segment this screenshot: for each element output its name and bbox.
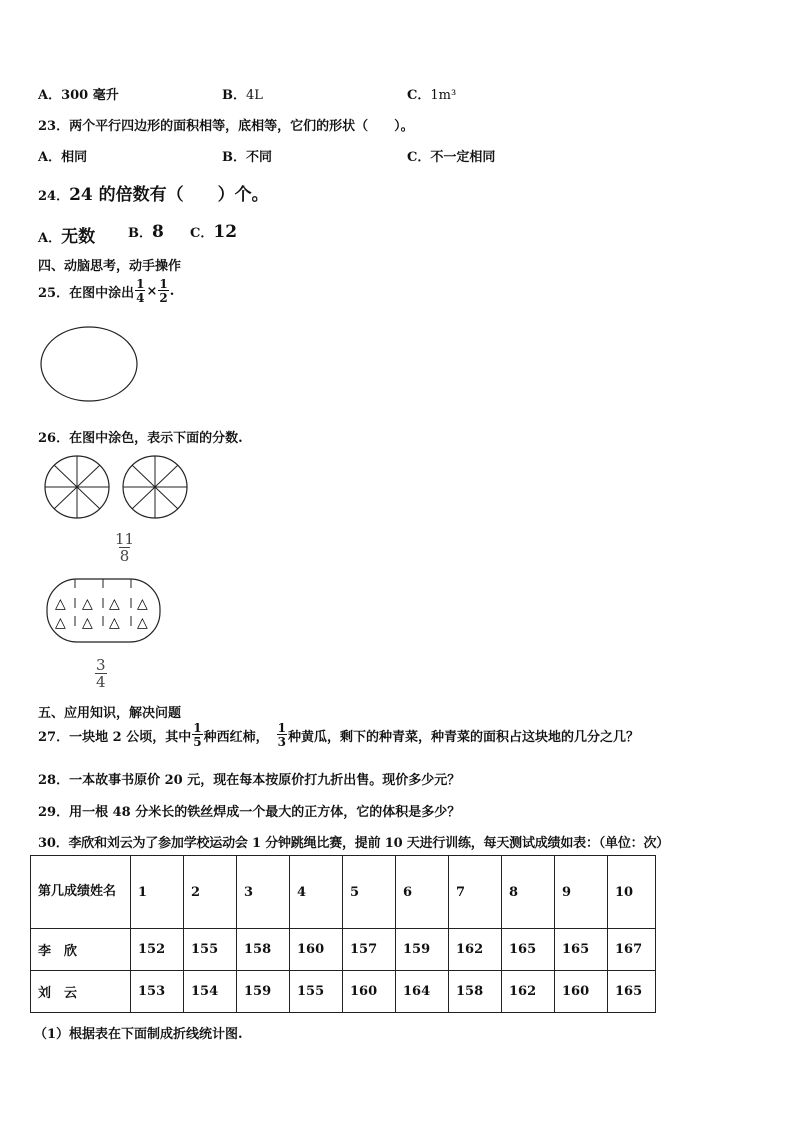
q23-option-a: A．相同 <box>38 150 88 165</box>
triangle-5: △ <box>55 615 66 631</box>
table-value-cell: 160 <box>343 971 396 1013</box>
q27-question: 27． 一块地 2 公顷，其中 $\frac{1}{5}$ 种西红柿， $\frac{1}{3}$ 种黄瓜，剩下的种青菜，种青菜的面积占这块地的几分之几？ <box>38 721 639 749</box>
q26-circle-eighths-1[interactable] <box>44 456 112 520</box>
table-value-cell: 153 <box>131 971 184 1013</box>
q27-fraction-2: $\frac{1}{3}$ <box>277 721 286 749</box>
table-value-cell: 154 <box>184 971 237 1013</box>
q26-circle-eighths-2[interactable] <box>122 456 190 520</box>
q26-fraction-eleven-eighths: $\frac{11}{8}$ <box>115 530 135 565</box>
table-value-cell: 165 <box>555 929 608 971</box>
q24-question: 24．24 的倍数有（ ）个。 <box>38 185 269 205</box>
q25-question: 25． 在图中涂出 $\frac{1}{4}$ × $\frac{1}{2}$ . <box>38 277 175 305</box>
table-value-cell: 158 <box>449 971 502 1013</box>
triangle-2: △ <box>82 596 93 612</box>
q29-question: 29．用一根 48 分米长的铁丝焊成一个最大的正方体，它的体积是多少？ <box>38 805 461 820</box>
table-value-cell: 160 <box>290 929 343 971</box>
table-day-cell: 2 <box>184 856 237 929</box>
table-value-cell: 162 <box>502 971 555 1013</box>
triangle-4: △ <box>137 596 148 612</box>
table-value-cell: 159 <box>237 971 290 1013</box>
q22-option-b: B．4L <box>222 88 263 103</box>
table-value-cell: 162 <box>449 929 502 971</box>
table-day-cell: 1 <box>131 856 184 929</box>
table-value-cell: 164 <box>396 971 449 1013</box>
q30-score-table <box>30 855 656 1013</box>
table-value-cell: 155 <box>184 929 237 971</box>
table-day-cell: 4 <box>290 856 343 929</box>
table-day-cell: 6 <box>396 856 449 929</box>
q23-option-c: C．不一定相同 <box>407 150 496 165</box>
table-value-cell: 159 <box>396 929 449 971</box>
table-header-row <box>31 856 656 929</box>
table-day-cell: 5 <box>343 856 396 929</box>
table-day-cell: 3 <box>237 856 290 929</box>
q24-option-b: B．8 <box>128 222 164 242</box>
table-value-cell: 157 <box>343 929 396 971</box>
q24-option-c: C．12 <box>190 222 238 242</box>
table-row-liuyun <box>31 971 656 1013</box>
q26-rounded-rectangle-triangles[interactable] <box>46 578 162 644</box>
table-row-lixin <box>31 929 656 971</box>
table-name-cell: 刘 云 <box>31 971 131 1013</box>
table-value-cell: 152 <box>131 929 184 971</box>
triangle-6: △ <box>82 615 93 631</box>
q23-option-b: B．不同 <box>222 150 273 165</box>
q22-option-a: A．300 毫升 <box>38 88 119 103</box>
q22-option-c: C．1m³ <box>407 88 457 103</box>
q26-fraction-three-quarters: $\frac{3}{4}$ <box>96 656 106 691</box>
q25-circle[interactable] <box>40 326 138 402</box>
table-value-cell: 158 <box>237 929 290 971</box>
table-header-label: 第几成绩姓名 <box>31 856 131 929</box>
table-value-cell: 165 <box>608 971 656 1013</box>
q25-fraction-1: $\frac{1}{4}$ <box>136 277 145 305</box>
table-day-cell: 8 <box>502 856 555 929</box>
q27-fraction-1: $\frac{1}{5}$ <box>193 721 202 749</box>
q26-question: 26．在图中涂色，表示下面的分数. <box>38 431 243 446</box>
triangle-1: △ <box>55 596 66 612</box>
q30-subquestion-1: （1）根据表在下面制成折线统计图. <box>34 1027 243 1042</box>
q23-question: 23．两个平行四边形的面积相等，底相等，它们的形状（ ）。 <box>38 119 414 134</box>
triangle-7: △ <box>109 615 120 631</box>
table-day-cell: 10 <box>608 856 656 929</box>
triangle-8: △ <box>137 615 148 631</box>
table-day-cell: 7 <box>449 856 502 929</box>
table-value-cell: 167 <box>608 929 656 971</box>
q25-fraction-2: $\frac{1}{2}$ <box>159 277 168 305</box>
table-value-cell: 155 <box>290 971 343 1013</box>
q28-question: 28．一本故事书原价 20 元，现在每本按原价打九折出售。现价多少元？ <box>38 773 461 788</box>
q24-option-a: A．无数 <box>38 227 96 247</box>
triangle-3: △ <box>109 596 120 612</box>
table-value-cell: 165 <box>502 929 555 971</box>
q30-question: 30．李欣和刘云为了参加学校运动会 1 分钟跳绳比赛，提前 10 天进行训练，每天测试成绩如表：（单位：次） <box>38 836 670 851</box>
table-name-cell: 李 欣 <box>31 929 131 971</box>
section-5-title: 五、应用知识，解决问题 <box>38 706 182 721</box>
table-value-cell: 160 <box>555 971 608 1013</box>
table-day-cell: 9 <box>555 856 608 929</box>
section-4-title: 四、动脑思考，动手操作 <box>38 259 182 274</box>
